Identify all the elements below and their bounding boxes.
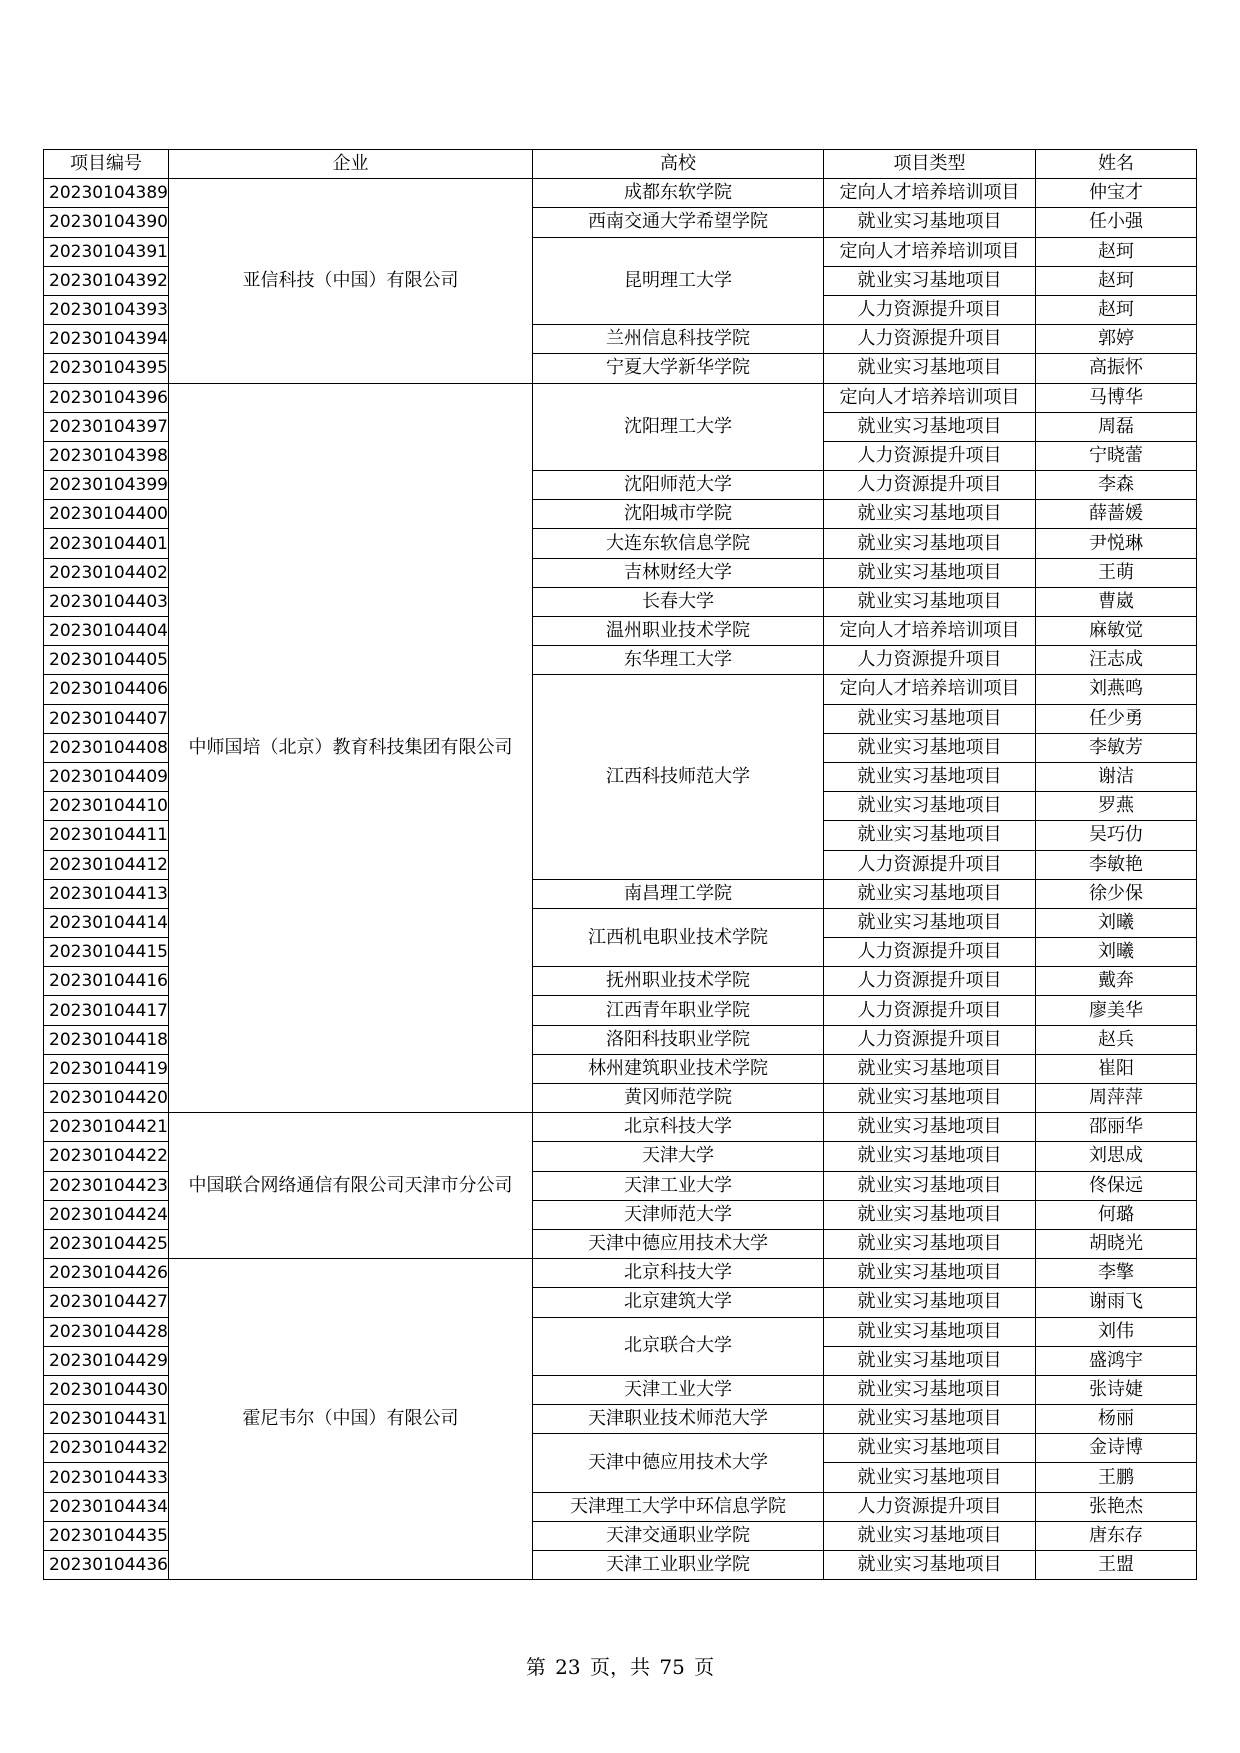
university-cell: 抚州职业技术学院 — [533, 967, 824, 996]
person-name-cell: 罗燕 — [1036, 792, 1197, 821]
project-id-cell: 20230104413 — [44, 879, 169, 908]
person-name-cell: 宁晓蕾 — [1036, 441, 1197, 470]
person-name-cell: 周磊 — [1036, 412, 1197, 441]
project-id-cell: 20230104409 — [44, 762, 169, 791]
project-type-cell: 就业实习基地项目 — [824, 1142, 1036, 1171]
person-name-cell: 刘燕鸣 — [1036, 675, 1197, 704]
project-type-cell: 定向人才培养培训项目 — [824, 179, 1036, 208]
university-cell: 江西科技师范大学 — [533, 675, 824, 879]
project-type-cell: 人力资源提升项目 — [824, 938, 1036, 967]
university-cell: 天津工业职业学院 — [533, 1551, 824, 1580]
university-cell: 沈阳城市学院 — [533, 500, 824, 529]
project-type-cell: 人力资源提升项目 — [824, 1492, 1036, 1521]
project-type-cell: 人力资源提升项目 — [824, 646, 1036, 675]
project-id-cell: 20230104417 — [44, 996, 169, 1025]
table-row — [44, 1259, 1197, 1288]
person-name-cell: 佟保远 — [1036, 1171, 1197, 1200]
person-name-cell: 张艳杰 — [1036, 1492, 1197, 1521]
project-type-cell: 就业实习基地项目 — [824, 1171, 1036, 1200]
person-name-cell: 周萍萍 — [1036, 1084, 1197, 1113]
project-type-cell: 就业实习基地项目 — [824, 1113, 1036, 1142]
university-cell: 西南交通大学希望学院 — [533, 208, 824, 237]
project-table — [43, 149, 1197, 1580]
project-type-cell: 就业实习基地项目 — [824, 1054, 1036, 1083]
project-type-cell: 就业实习基地项目 — [824, 762, 1036, 791]
project-id-cell: 20230104398 — [44, 441, 169, 470]
project-type-cell: 就业实习基地项目 — [824, 587, 1036, 616]
project-type-cell: 就业实习基地项目 — [824, 879, 1036, 908]
university-cell: 北京科技大学 — [533, 1113, 824, 1142]
project-type-cell: 就业实习基地项目 — [824, 1463, 1036, 1492]
project-type-cell: 就业实习基地项目 — [824, 1317, 1036, 1346]
project-type-cell: 就业实习基地项目 — [824, 1521, 1036, 1550]
header-university: 高校 — [533, 150, 824, 179]
person-name-cell: 刘曦 — [1036, 908, 1197, 937]
project-id-cell: 20230104414 — [44, 908, 169, 937]
project-id-cell: 20230104390 — [44, 208, 169, 237]
university-cell: 北京科技大学 — [533, 1259, 824, 1288]
project-type-cell: 就业实习基地项目 — [824, 1084, 1036, 1113]
person-name-cell: 任少勇 — [1036, 704, 1197, 733]
project-id-cell: 20230104415 — [44, 938, 169, 967]
person-name-cell: 赵兵 — [1036, 1025, 1197, 1054]
project-type-cell: 就业实习基地项目 — [824, 1288, 1036, 1317]
project-type-cell: 就业实习基地项目 — [824, 1375, 1036, 1404]
project-type-cell: 就业实习基地项目 — [824, 1259, 1036, 1288]
person-name-cell: 邵丽华 — [1036, 1113, 1197, 1142]
project-id-cell: 20230104430 — [44, 1375, 169, 1404]
person-name-cell: 郭婷 — [1036, 325, 1197, 354]
project-type-cell: 定向人才培养培训项目 — [824, 675, 1036, 704]
project-id-cell: 20230104428 — [44, 1317, 169, 1346]
company-cell: 中师国培（北京）教育科技集团有限公司 — [169, 383, 533, 1113]
project-id-cell: 20230104393 — [44, 295, 169, 324]
project-type-cell: 定向人才培养培训项目 — [824, 383, 1036, 412]
project-id-cell: 20230104405 — [44, 646, 169, 675]
university-cell: 林州建筑职业技术学院 — [533, 1054, 824, 1083]
university-cell: 天津大学 — [533, 1142, 824, 1171]
university-cell: 温州职业技术学院 — [533, 617, 824, 646]
project-type-cell: 就业实习基地项目 — [824, 1405, 1036, 1434]
person-name-cell: 曹崴 — [1036, 587, 1197, 616]
project-type-cell: 就业实习基地项目 — [824, 1346, 1036, 1375]
project-id-cell: 20230104423 — [44, 1171, 169, 1200]
university-cell: 长春大学 — [533, 587, 824, 616]
project-id-cell: 20230104396 — [44, 383, 169, 412]
university-cell: 江西机电职业技术学院 — [533, 908, 824, 966]
person-name-cell: 戴奔 — [1036, 967, 1197, 996]
project-id-cell: 20230104395 — [44, 354, 169, 383]
project-id-cell: 20230104416 — [44, 967, 169, 996]
university-cell: 昆明理工大学 — [533, 237, 824, 325]
person-name-cell: 王盟 — [1036, 1551, 1197, 1580]
project-type-cell: 就业实习基地项目 — [824, 1434, 1036, 1463]
company-cell: 亚信科技（中国）有限公司 — [169, 179, 533, 383]
project-id-cell: 20230104424 — [44, 1200, 169, 1229]
person-name-cell: 仲宝才 — [1036, 179, 1197, 208]
project-id-cell: 20230104408 — [44, 733, 169, 762]
project-type-cell: 人力资源提升项目 — [824, 850, 1036, 879]
person-name-cell: 徐少保 — [1036, 879, 1197, 908]
person-name-cell: 李森 — [1036, 471, 1197, 500]
project-id-cell: 20230104421 — [44, 1113, 169, 1142]
project-id-cell: 20230104401 — [44, 529, 169, 558]
university-cell: 天津工业大学 — [533, 1375, 824, 1404]
project-id-cell: 20230104435 — [44, 1521, 169, 1550]
university-cell: 宁夏大学新华学院 — [533, 354, 824, 383]
person-name-cell: 薛蔷媛 — [1036, 500, 1197, 529]
page-footer: 第 23 页，共 75 页 — [525, 1655, 715, 1679]
table-row — [44, 1113, 1197, 1142]
project-id-cell: 20230104419 — [44, 1054, 169, 1083]
project-type-cell: 就业实习基地项目 — [824, 1229, 1036, 1258]
project-id-cell: 20230104422 — [44, 1142, 169, 1171]
table-body — [44, 179, 1197, 1580]
project-id-cell: 20230104406 — [44, 675, 169, 704]
university-cell: 天津中德应用技术大学 — [533, 1434, 824, 1492]
project-type-cell: 就业实习基地项目 — [824, 821, 1036, 850]
company-cell: 霍尼韦尔（中国）有限公司 — [169, 1259, 533, 1580]
person-name-cell: 马博华 — [1036, 383, 1197, 412]
university-cell: 北京建筑大学 — [533, 1288, 824, 1317]
project-type-cell: 就业实习基地项目 — [824, 704, 1036, 733]
project-id-cell: 20230104427 — [44, 1288, 169, 1317]
project-id-cell: 20230104425 — [44, 1229, 169, 1258]
project-type-cell: 人力资源提升项目 — [824, 471, 1036, 500]
project-id-cell: 20230104400 — [44, 500, 169, 529]
header-project-id: 项目编号 — [44, 150, 169, 179]
person-name-cell: 高振怀 — [1036, 354, 1197, 383]
university-cell: 东华理工大学 — [533, 646, 824, 675]
project-id-cell: 20230104433 — [44, 1463, 169, 1492]
header-company: 企业 — [169, 150, 533, 179]
person-name-cell: 廖美华 — [1036, 996, 1197, 1025]
project-id-cell: 20230104407 — [44, 704, 169, 733]
project-type-cell: 就业实习基地项目 — [824, 1200, 1036, 1229]
person-name-cell: 何璐 — [1036, 1200, 1197, 1229]
project-type-cell: 就业实习基地项目 — [824, 792, 1036, 821]
project-id-cell: 20230104403 — [44, 587, 169, 616]
person-name-cell: 谢洁 — [1036, 762, 1197, 791]
project-type-cell: 人力资源提升项目 — [824, 325, 1036, 354]
person-name-cell: 吴巧仂 — [1036, 821, 1197, 850]
project-type-cell: 就业实习基地项目 — [824, 558, 1036, 587]
header-project-type: 项目类型 — [824, 150, 1036, 179]
person-name-cell: 李敏艳 — [1036, 850, 1197, 879]
project-type-cell: 人力资源提升项目 — [824, 295, 1036, 324]
university-cell: 沈阳师范大学 — [533, 471, 824, 500]
project-id-cell: 20230104392 — [44, 266, 169, 295]
person-name-cell: 赵珂 — [1036, 266, 1197, 295]
person-name-cell: 盛鸿宇 — [1036, 1346, 1197, 1375]
project-id-cell: 20230104436 — [44, 1551, 169, 1580]
project-id-cell: 20230104394 — [44, 325, 169, 354]
project-type-cell: 就业实习基地项目 — [824, 500, 1036, 529]
person-name-cell: 刘思成 — [1036, 1142, 1197, 1171]
project-type-cell: 就业实习基地项目 — [824, 208, 1036, 237]
project-id-cell: 20230104389 — [44, 179, 169, 208]
header-row — [44, 150, 1197, 179]
project-id-cell: 20230104410 — [44, 792, 169, 821]
university-cell: 成都东软学院 — [533, 179, 824, 208]
project-id-cell: 20230104397 — [44, 412, 169, 441]
project-id-cell: 20230104420 — [44, 1084, 169, 1113]
person-name-cell: 任小强 — [1036, 208, 1197, 237]
project-type-cell: 就业实习基地项目 — [824, 733, 1036, 762]
project-id-cell: 20230104391 — [44, 237, 169, 266]
person-name-cell: 刘伟 — [1036, 1317, 1197, 1346]
project-id-cell: 20230104399 — [44, 471, 169, 500]
project-type-cell: 定向人才培养培训项目 — [824, 237, 1036, 266]
project-type-cell: 就业实习基地项目 — [824, 1551, 1036, 1580]
project-type-cell: 人力资源提升项目 — [824, 967, 1036, 996]
table-row — [44, 179, 1197, 208]
company-cell: 中国联合网络通信有限公司天津市分公司 — [169, 1113, 533, 1259]
person-name-cell: 王鹏 — [1036, 1463, 1197, 1492]
university-cell: 沈阳理工大学 — [533, 383, 824, 471]
university-cell: 天津工业大学 — [533, 1171, 824, 1200]
person-name-cell: 崔阳 — [1036, 1054, 1197, 1083]
university-cell: 天津交通职业学院 — [533, 1521, 824, 1550]
person-name-cell: 王萌 — [1036, 558, 1197, 587]
university-cell: 洛阳科技职业学院 — [533, 1025, 824, 1054]
person-name-cell: 赵珂 — [1036, 237, 1197, 266]
person-name-cell: 尹悦琳 — [1036, 529, 1197, 558]
project-id-cell: 20230104418 — [44, 1025, 169, 1054]
university-cell: 天津师范大学 — [533, 1200, 824, 1229]
project-type-cell: 定向人才培养培训项目 — [824, 617, 1036, 646]
project-type-cell: 就业实习基地项目 — [824, 266, 1036, 295]
university-cell: 天津职业技术师范大学 — [533, 1405, 824, 1434]
person-name-cell: 赵珂 — [1036, 295, 1197, 324]
project-type-cell: 就业实习基地项目 — [824, 529, 1036, 558]
person-name-cell: 张诗婕 — [1036, 1375, 1197, 1404]
project-id-cell: 20230104404 — [44, 617, 169, 646]
person-name-cell: 谢雨飞 — [1036, 1288, 1197, 1317]
person-name-cell: 杨丽 — [1036, 1405, 1197, 1434]
person-name-cell: 麻敏觉 — [1036, 617, 1197, 646]
header-name: 姓名 — [1036, 150, 1197, 179]
person-name-cell: 李擎 — [1036, 1259, 1197, 1288]
project-type-cell: 就业实习基地项目 — [824, 908, 1036, 937]
project-type-cell: 人力资源提升项目 — [824, 1025, 1036, 1054]
university-cell: 大连东软信息学院 — [533, 529, 824, 558]
person-name-cell: 唐东存 — [1036, 1521, 1197, 1550]
project-id-cell: 20230104411 — [44, 821, 169, 850]
project-id-cell: 20230104402 — [44, 558, 169, 587]
project-type-cell: 人力资源提升项目 — [824, 996, 1036, 1025]
project-id-cell: 20230104426 — [44, 1259, 169, 1288]
person-name-cell: 胡晓光 — [1036, 1229, 1197, 1258]
person-name-cell: 汪志成 — [1036, 646, 1197, 675]
project-type-cell: 人力资源提升项目 — [824, 441, 1036, 470]
table-row — [44, 383, 1197, 412]
university-cell: 江西青年职业学院 — [533, 996, 824, 1025]
university-cell: 天津中德应用技术大学 — [533, 1229, 824, 1258]
university-cell: 吉林财经大学 — [533, 558, 824, 587]
university-cell: 南昌理工学院 — [533, 879, 824, 908]
project-type-cell: 就业实习基地项目 — [824, 412, 1036, 441]
project-id-cell: 20230104431 — [44, 1405, 169, 1434]
project-type-cell: 就业实习基地项目 — [824, 354, 1036, 383]
university-cell: 兰州信息科技学院 — [533, 325, 824, 354]
university-cell: 北京联合大学 — [533, 1317, 824, 1375]
person-name-cell: 金诗博 — [1036, 1434, 1197, 1463]
person-name-cell: 李敏芳 — [1036, 733, 1197, 762]
project-id-cell: 20230104429 — [44, 1346, 169, 1375]
project-id-cell: 20230104434 — [44, 1492, 169, 1521]
project-id-cell: 20230104432 — [44, 1434, 169, 1463]
project-id-cell: 20230104412 — [44, 850, 169, 879]
university-cell: 黄冈师范学院 — [533, 1084, 824, 1113]
person-name-cell: 刘曦 — [1036, 938, 1197, 967]
university-cell: 天津理工大学中环信息学院 — [533, 1492, 824, 1521]
